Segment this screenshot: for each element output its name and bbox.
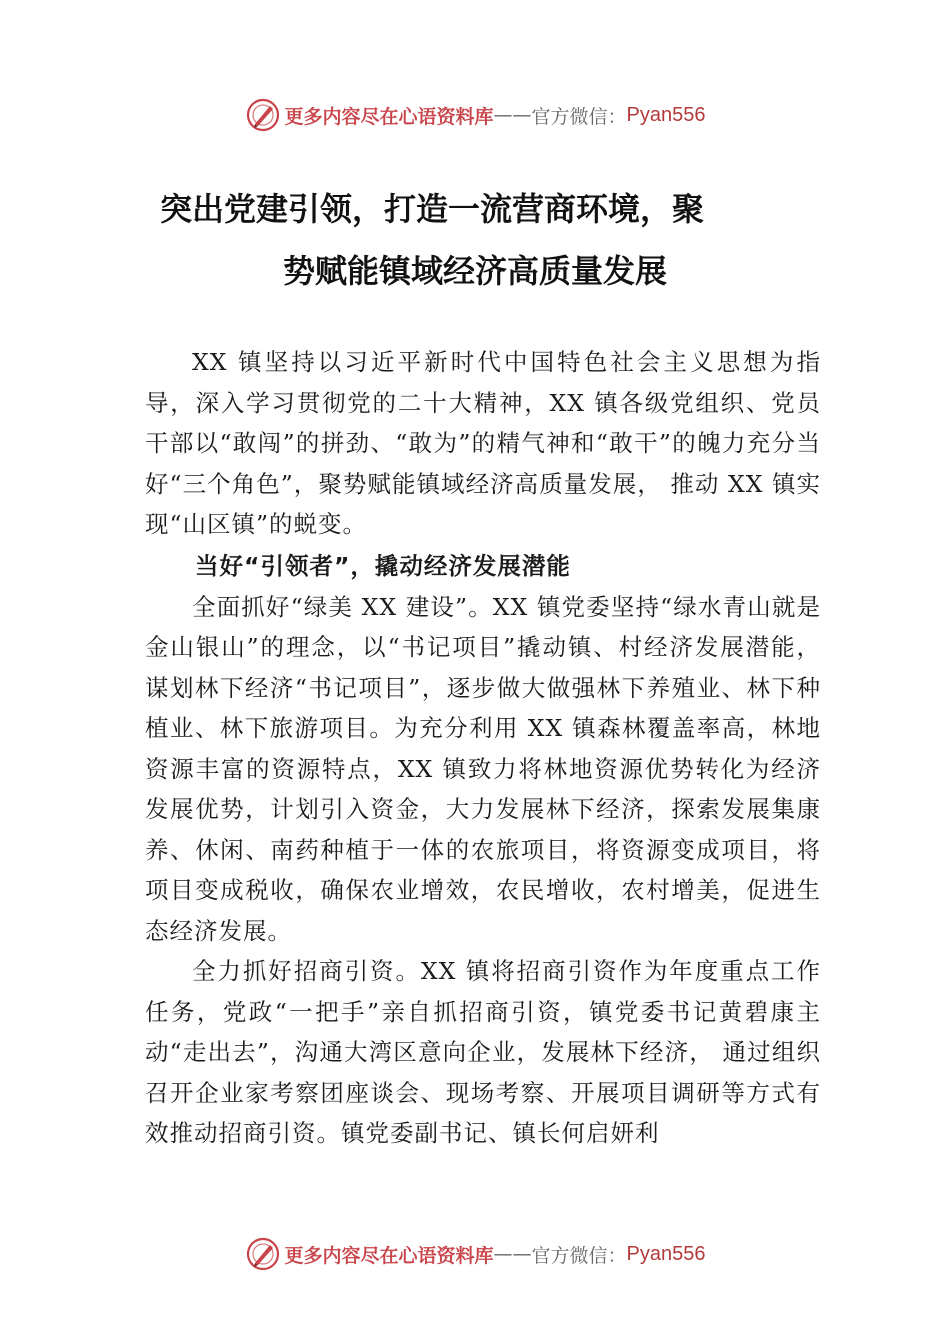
title-line-1: 突出党建引领，打造一流营商环境，聚 [160,190,705,228]
footer-wechat-id: Pyan556 [626,1242,706,1265]
footer-banner [0,1234,950,1274]
footer-main-text: 更多内容尽在心语资料库 [284,1244,494,1267]
paragraph-green-construction: 全面抓好“绿美 XX 建设”。XX 镇党委坚持“绿水青山就是金山银山”的理念，以“书记项目”撬动镇、村经济发展潜能，谋划林下经济“书记项目”，逐步做大做强林下养殖业、林下种植业、林下旅游项目。为充分利用 XX 镇森林覆盖率高，林地资源丰富的资源特点，XX 镇致力将林地资源优势转化为经济发展优势，计划引入资金，大力发展林下经济，探索发展集康养、休闲、南药种植于一体的农旅项目，将资源变成项目，将项目变成税收，确保农业增效，农民增收，农村增美，促进生态经济发展。 [145,592,821,945]
header-banner [0,95,950,135]
document-body [145,342,821,1154]
paragraph-investment: 全力抓好招商引资。XX 镇将招商引资作为年度重点工作任务，党政“一把手”亲自抓招商引资，镇党委书记黄碧康主动“走出去”，沟通大湾区意向企业，发展林下经济， 通过组织召开企业家考察团座谈会、现场考察、开展项目调研等方式有效推动招商引资。镇党委副书记、镇长何启妍利 [145,957,821,1147]
pen-logo-icon [245,1236,281,1272]
document-title [100,178,860,302]
banner-main-text: 更多内容尽在心语资料库 [284,105,494,128]
footer-dash: —— [493,1243,532,1265]
section-heading: 当好“引领者”，撬动经济发展潜能 [195,551,571,580]
banner-dash: —— [493,104,532,126]
title-line-2: 势赋能镇域经济高质量发展 [283,252,668,290]
paragraph-intro: XX 镇坚持以习近平新时代中国特色社会主义思想为指导，深入学习贯彻党的二十大精神，XX 镇各级党组织、党员干部以“敢闯”的拼劲、“敢为”的精气神和“敢干”的魄力充分当好“三个角色”，聚势赋能镇域经济高质量发展， 推动 XX 镇实现“山区镇”的蜕变。 [145,348,821,538]
footer-sub-text: 官方微信： [531,1244,627,1267]
pen-logo-icon [245,97,281,133]
banner-sub-text: 官方微信： [531,105,627,128]
banner-wechat-id: Pyan556 [626,103,706,126]
